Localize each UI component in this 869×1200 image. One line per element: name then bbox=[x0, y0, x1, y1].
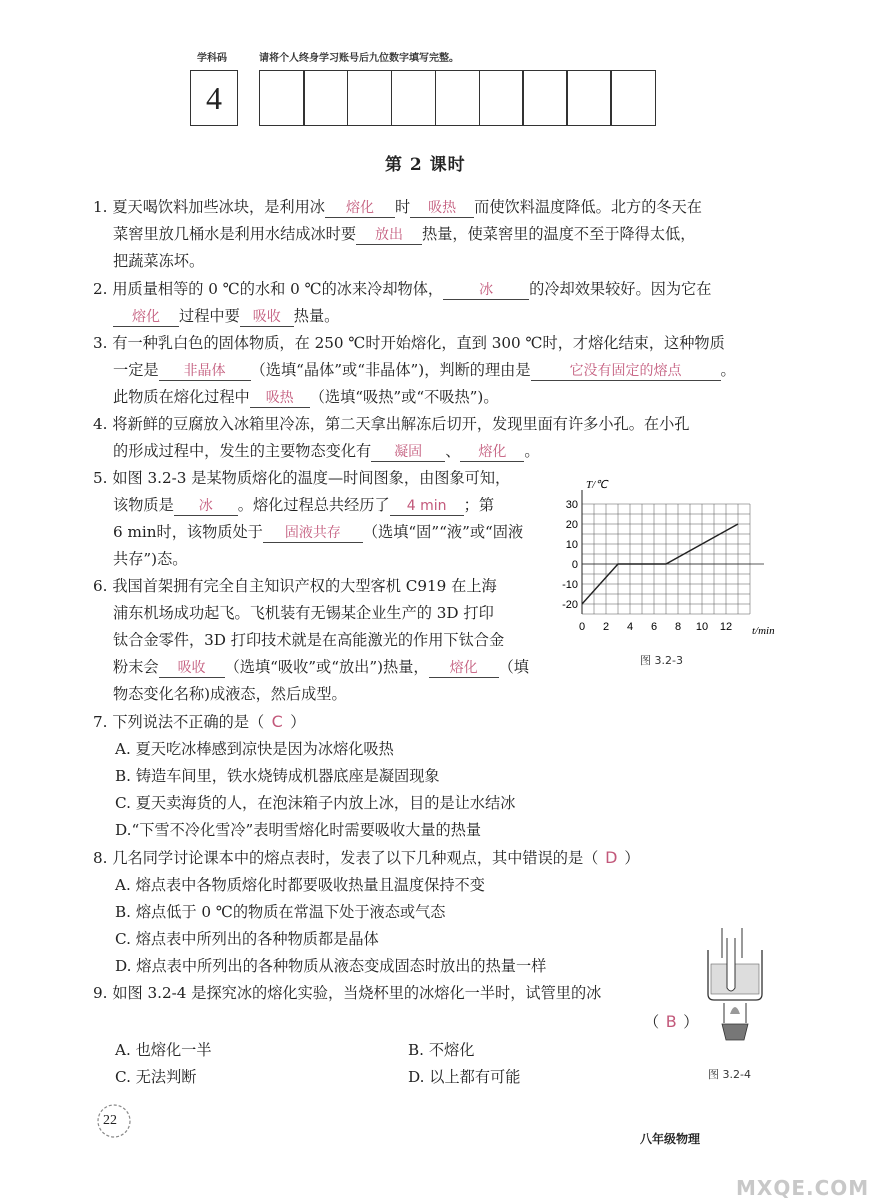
q5-blank1[interactable]: 冰 bbox=[174, 497, 238, 516]
digit-box[interactable] bbox=[303, 70, 349, 126]
x-tick-label: 10 bbox=[695, 621, 709, 633]
q3-line1: 3. 有一种乳白色的固体物质，在 250 ℃时开始熔化，直到 300 ℃时，才熔化结束，这种物质 bbox=[93, 334, 725, 352]
q6-blank1[interactable]: 吸收 bbox=[159, 659, 225, 678]
x-tick-label: 6 bbox=[650, 621, 658, 633]
q3-blank2[interactable]: 它没有固定的熔点 bbox=[531, 362, 721, 381]
q2-line1: 2. 用质量相等的 0 ℃的水和 0 ℃的冰来冷却物体， 冰 的冷却效果较好。因为它在 bbox=[93, 280, 712, 298]
q2-blank2[interactable]: 熔化 bbox=[113, 308, 179, 327]
melting-chart bbox=[520, 462, 775, 672]
q5-line3: 6 min时，该物质处于 固液共存 （选填“固”“液”或“固液 bbox=[113, 523, 524, 541]
y-tick-label: 0 bbox=[571, 559, 578, 571]
digit-box[interactable] bbox=[259, 70, 305, 126]
instruction-text: 请将个人终身学习账号后九位数字填写完整。 bbox=[259, 53, 459, 64]
q7-option-c[interactable]: C. 夏天卖海货的人，在泡沫箱子内放上冰，目的是让水结冰 bbox=[115, 794, 516, 812]
q6-line2: 浦东机场成功起飞。飞机装有无锡某企业生产的 3D 打印 bbox=[113, 604, 494, 622]
fig-3-2-3-caption: 图 3.2-3 bbox=[640, 654, 683, 667]
q1-blank2[interactable]: 吸热 bbox=[410, 199, 474, 218]
q7-option-a[interactable]: A. 夏天吃冰棒感到凉快是因为冰熔化吸热 bbox=[115, 740, 394, 758]
q4-blank1[interactable]: 凝固 bbox=[371, 443, 445, 462]
fig-3-2-4-caption: 图 3.2-4 bbox=[708, 1068, 751, 1081]
y-axis-label: T/℃ bbox=[586, 479, 608, 491]
q5-line2: 该物质是 冰 。熔化过程总共经历了 4 min ；第 bbox=[113, 496, 494, 514]
q5-blank2[interactable]: 4 min bbox=[390, 497, 464, 516]
x-tick-label: 12 bbox=[719, 621, 733, 633]
x-tick-label: 2 bbox=[602, 621, 610, 633]
q8-stem: 8. 几名同学讨论课本中的熔点表时，发表了以下几种观点，其中错误的是（ D ） bbox=[93, 848, 640, 867]
q1-blank3[interactable]: 放出 bbox=[356, 226, 422, 245]
q6-line5: 物态变化名称)成液态，然后成型。 bbox=[113, 685, 347, 703]
q6-line4: 粉末会 吸收 （选填“吸收”或“放出”)热量， 熔化 （填 bbox=[113, 658, 529, 676]
x-tick-label: 0 bbox=[578, 621, 586, 633]
q1-blank1[interactable]: 熔化 bbox=[325, 199, 395, 218]
q8-option-d[interactable]: D. 熔点表中所列出的各种物质从液态变成固态时放出的热量一样 bbox=[115, 957, 547, 975]
q3-line2: 一定是 非晶体 （选填“晶体”或“非晶体”)，判断的理由是 它没有固定的熔点 。 bbox=[113, 361, 736, 379]
q6-blank2[interactable]: 熔化 bbox=[429, 659, 499, 678]
q3-blank1[interactable]: 非晶体 bbox=[159, 362, 251, 381]
digit-box[interactable] bbox=[522, 70, 568, 126]
q7-option-d[interactable]: D.“下雪不冷化雪冷”表明雪熔化时需要吸收大量的热量 bbox=[115, 821, 482, 839]
digit-box[interactable] bbox=[347, 70, 393, 126]
q7-option-b[interactable]: B. 铸造车间里，铁水烧铸成机器底座是凝固现象 bbox=[115, 767, 440, 785]
q7-stem: 7. 下列说法不正确的是（ C ） bbox=[93, 712, 306, 731]
q2-line2: 熔化 过程中要 吸收 热量。 bbox=[113, 306, 339, 327]
q1-line1: 1. 夏天喝饮料加些冰块，是利用冰 熔化 时 吸热 而使饮料温度降低。北方的冬天在 bbox=[93, 198, 702, 216]
q2-blank1[interactable]: 冰 bbox=[443, 281, 529, 300]
x-tick-label: 8 bbox=[674, 621, 682, 633]
watermark-text: MXQE.COM bbox=[736, 1176, 869, 1200]
q8-option-c[interactable]: C. 熔点表中所列出的各种物质都是晶体 bbox=[115, 930, 379, 948]
page-number: 22 bbox=[103, 1113, 117, 1128]
digit-box[interactable] bbox=[566, 70, 612, 126]
subject-code-label: 学科码 bbox=[197, 53, 227, 64]
y-tick-label: -10 bbox=[562, 579, 578, 591]
y-tick-label: 30 bbox=[565, 499, 578, 511]
x-tick-label: 4 bbox=[626, 621, 634, 633]
q9-answer-bracket: （ B ） bbox=[644, 1012, 699, 1031]
q9-stem: 9. 如图 3.2-4 是探究冰的熔化实验，当烧杯里的冰熔化一半时，试管里的冰 bbox=[93, 984, 602, 1002]
y-tick-label: -20 bbox=[562, 599, 578, 611]
q8-option-b[interactable]: B. 熔点低于 0 ℃的物质在常温下处于液态或气态 bbox=[115, 903, 446, 921]
digit-box[interactable] bbox=[435, 70, 481, 126]
q6-line3: 钛合金零件，3D 打印技术就是在高能激光的作用下钛合金 bbox=[113, 631, 505, 649]
q9-option-d[interactable]: D. 以上都有可能 bbox=[408, 1068, 521, 1086]
q9-option-b[interactable]: B. 不熔化 bbox=[408, 1041, 475, 1059]
q1-line3: 把蔬菜冻坏。 bbox=[113, 252, 205, 270]
book-title: 八年级物理 bbox=[640, 1132, 701, 1146]
q6-line1: 6. 我国首架拥有完全自主知识产权的大型客机 C919 在上海 bbox=[93, 577, 497, 595]
account-digit-boxes[interactable] bbox=[259, 70, 654, 126]
q8-answer[interactable]: D bbox=[605, 848, 618, 867]
x-axis-label: t/min bbox=[752, 625, 775, 637]
q3-blank3[interactable]: 吸热 bbox=[250, 389, 310, 408]
digit-box[interactable] bbox=[479, 70, 525, 126]
q5-blank3[interactable]: 固液共存 bbox=[263, 524, 363, 543]
beaker-apparatus-figure bbox=[700, 928, 770, 1058]
q4-line2: 的形成过程中，发生的主要物态变化有 凝固 、 熔化 。 bbox=[113, 442, 540, 460]
q3-line3: 此物质在熔化过程中 吸热 （选填“吸热”或“不吸热”)。 bbox=[113, 388, 499, 406]
q1-line2: 菜窖里放几桶水是利用水结成冰时要 放出 热量，使菜窖里的温度不至于降得太低， bbox=[113, 225, 696, 243]
q5-line1: 5. 如图 3.2-3 是某物质熔化的温度—时间图象，由图象可知， bbox=[93, 469, 511, 487]
q5-line4: 共存”)态。 bbox=[113, 550, 188, 568]
lesson-title: 第 2 课时 bbox=[385, 155, 466, 175]
q9-option-c[interactable]: C. 无法判断 bbox=[115, 1068, 197, 1086]
y-tick-label: 20 bbox=[565, 519, 578, 531]
y-tick-label: 10 bbox=[565, 539, 578, 551]
q4-line1: 4. 将新鲜的豆腐放入冰箱里冷冻，第二天拿出解冻后切开，发现里面有许多小孔。在小孔 bbox=[93, 415, 690, 433]
q4-blank2[interactable]: 熔化 bbox=[460, 443, 524, 462]
q7-answer[interactable]: C bbox=[271, 712, 283, 731]
q9-option-a[interactable]: A. 也熔化一半 bbox=[115, 1041, 212, 1059]
digit-box[interactable] bbox=[391, 70, 437, 126]
q9-answer[interactable]: B bbox=[665, 1012, 677, 1031]
subject-code-box: 4 bbox=[190, 70, 238, 126]
digit-box[interactable] bbox=[610, 70, 656, 126]
q2-blank3[interactable]: 吸收 bbox=[240, 308, 294, 327]
q8-option-a[interactable]: A. 熔点表中各物质熔化时都要吸收热量且温度保持不变 bbox=[115, 876, 485, 894]
chart-layer bbox=[562, 479, 775, 637]
